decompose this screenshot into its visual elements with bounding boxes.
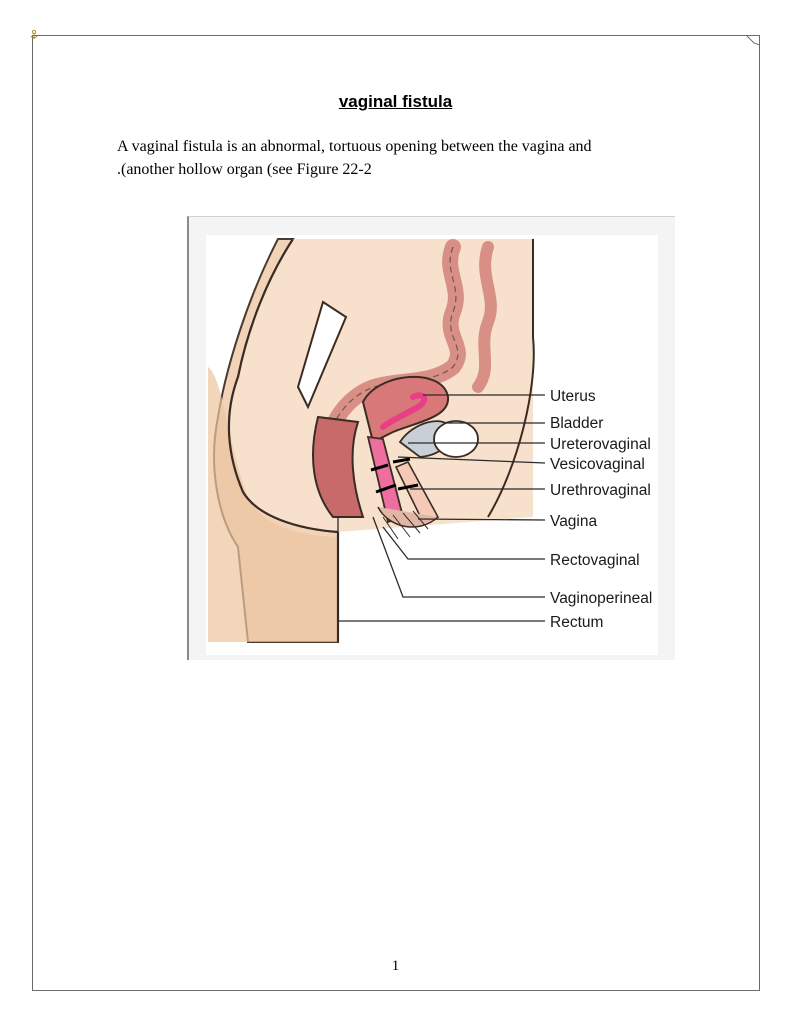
figure-label-uterus: Uterus	[550, 388, 596, 405]
body-paragraph	[117, 135, 677, 181]
page-number: 1	[391, 958, 400, 974]
figure-label-vaginoperineal: Vaginoperineal	[550, 590, 653, 607]
figure-label-ureterovaginal: Ureterovaginal	[550, 436, 651, 453]
page-corner-fold-icon	[746, 35, 760, 47]
figure-label-rectovaginal: Rectovaginal	[550, 552, 640, 569]
paragraph-line-2: .(another hollow organ (see Figure 22-2	[117, 161, 372, 178]
document-title: vaginal fistula	[338, 92, 453, 111]
anatomy-figure	[188, 217, 674, 659]
figure-label-bladder: Bladder	[550, 415, 604, 432]
figure-label-vesicovaginal: Vesicovaginal	[550, 456, 645, 473]
figure-label-rectum: Rectum	[550, 614, 604, 631]
anchor-icon	[30, 30, 38, 40]
figure-label-urethrovaginal: Urethrovaginal	[550, 482, 651, 499]
figure-label-vagina: Vagina	[550, 513, 598, 530]
paragraph-line-1: A vaginal fistula is an abnormal, tortuous opening between the vagina and	[117, 138, 592, 155]
